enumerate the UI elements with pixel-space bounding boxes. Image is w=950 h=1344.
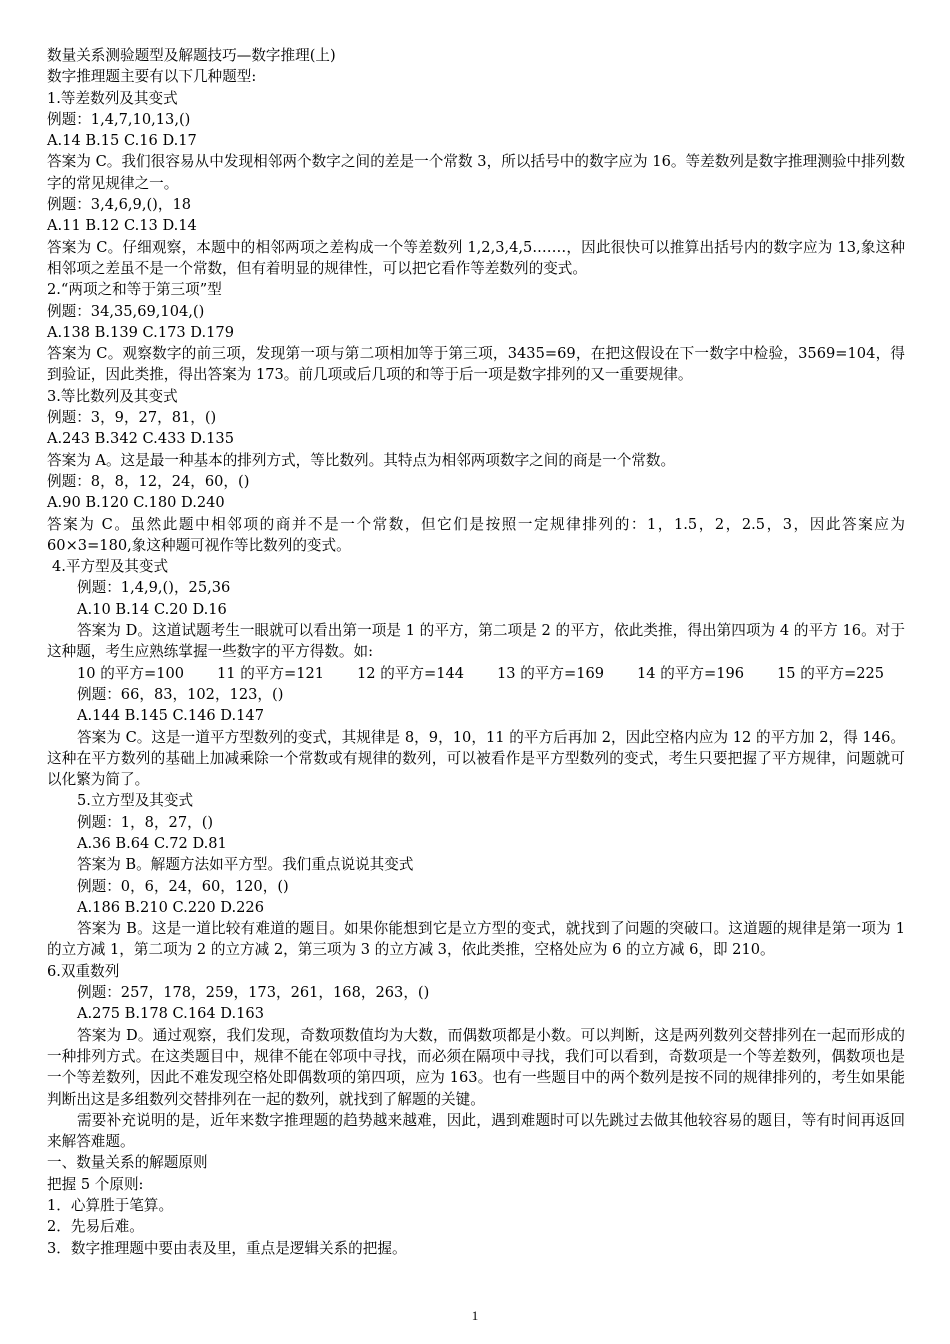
answer-paragraph: 答案为 C。虽然此题中相邻项的商并不是一个常数，但它们是按照一定规律排列的：1，1.5，2，2.5，3，因此答案应为 60×3=180,象这种题可视作等比数列的变式。 [47,515,905,554]
options-line: A.10 B.14 C.20 D.16 [77,600,227,618]
supplement-paragraph: 需要补充说明的是，近年来数字推理题的趋势越来越难，因此，遇到难题时可以先跳过去做其他较容易的题目，等有时间再返回来解答难题。 [47,1111,905,1151]
principle-item: 2．先易后难。 [47,1218,144,1236]
section-heading-2: 2.“两项之和等于第三项”型 [47,281,222,299]
section-heading-3: 3.等比数列及其变式 [47,387,178,405]
section-heading-4: 4.平方型及其变式 [52,558,169,576]
answer-paragraph: 答案为 C。这是一道平方型数列的变式，其规律是 8，9，10，11 的平方后再加 2，因此空格内应为 12 的平方加 2，得 146。这种在平方数列的基础上加减乘除一个常数或有规律的数列，可以被看作是平方型数列的变式，考生只要把握了平方规律，问题就可以化繁为简了。 [47,728,905,789]
answer-paragraph: 答案为 B。解题方法如平方型。我们重点说说其变式 [77,856,414,874]
example-line: 例题：8，8，12，24，60，() [47,472,250,490]
options-line: A.90 B.120 C.180 D.240 [47,494,225,512]
example-line: 例题：3，9，27，81，() [47,409,217,427]
principle-item: 3．数字推理题中要由表及里，重点是逻辑关系的把握。 [47,1239,407,1257]
answer-paragraph: 答案为 D。通过观察，我们发现，奇数项数值均为大数，而偶数项都是小数。可以判断，这是两列数列交替排列在一起而形成的一种排列方式。在这类题目中，规律不能在邻项中寻找，而必须在隔项中寻找，我们可以看到，奇数项是一个等差数列，偶数项也是一个等差数列，因此不难发现空格处即偶数项的第四项，应为 163。也有一些题目中的两个数列是按不同的规律排列的，考生如果能判断出这是多组数列交替排列在一起的数列，就找到了解题的关键。 [47,1026,905,1108]
page-number: 1 [471,1308,479,1323]
example-line: 例题：66，83，102，123，() [77,685,284,703]
example-line: 例题：1,4,7,10,13,() [47,110,191,128]
example-line: 例题：1,4,9,()，25,36 [77,579,231,597]
square-item: 12 的平方=144 [357,664,465,682]
answer-paragraph: 答案为 A。这是最一种基本的排列方式，等比数列。其特点为相邻两项数字之间的商是一个常数。 [47,451,676,469]
answer-paragraph: 答案为 C。观察数字的前三项，发现第一项与第二项相加等于第三项，3435=69，在把这假设在下一数字中检验，3569=104，得到验证，因此类推，得出答案为 173。前几项或后几项的和等于后一项是数字排列的又一重要规律。 [47,345,905,384]
section-heading-5: 5.立方型及其变式 [77,792,194,810]
options-line: A.243 B.342 C.433 D.135 [47,430,234,448]
answer-paragraph: 答案为 D。这道试题考生一眼就可以看出第一项是 1 的平方，第二项是 2 的平方，依此类推，得出第四项为 4 的平方 16。对于这种题，考生应熟练掌握一些数字的平方得数。如: [47,622,905,661]
options-line: A.186 B.210 C.220 D.226 [77,898,264,916]
square-item: 11 的平方=121 [217,664,325,682]
document-title: 数量关系测验题型及解题技巧—数字推理(上) [47,47,336,64]
part-heading: 一、数量关系的解题原则 [47,1154,208,1172]
squares-table [47,663,905,684]
example-line: 例题：1，8，27，() [77,813,214,831]
options-line: A.275 B.178 C.164 D.163 [77,1005,264,1023]
example-line: 例题：0，6，24，60，120，() [77,877,289,895]
principle-item: 1．心算胜于笔算。 [47,1197,174,1215]
principles-intro: 把握 5 个原则: [47,1175,144,1193]
document-body [47,45,905,1259]
square-item: 10 的平方=100 [77,664,185,682]
square-item: 13 的平方=169 [497,664,605,682]
example-line: 例题：3,4,6,9,()，18 [47,196,192,214]
options-line: A.14 B.15 C.16 D.17 [47,132,197,150]
options-line: A.11 B.12 C.13 D.14 [47,217,197,235]
answer-paragraph: 答案为 C。我们很容易从中发现相邻两个数字之间的差是一个常数 3，所以括号中的数字应为 16。等差数列是数字推理测验中排列数字的常见规律之一。 [47,153,905,192]
square-item: 14 的平方=196 [637,664,745,682]
options-line: A.138 B.139 C.173 D.179 [47,323,234,341]
square-item: 15 的平方=225 [777,664,885,682]
example-line: 例题：257，178，259，173，261，168，263，() [77,984,430,1002]
section-heading-6: 6.双重数列 [47,962,120,980]
section-heading-1: 1.等差数列及其变式 [47,89,178,107]
example-line: 例题：34,35,69,104,() [47,302,205,320]
intro-line: 数字推理题主要有以下几种题型: [47,68,257,86]
options-line: A.36 B.64 C.72 D.81 [77,834,227,852]
options-line: A.144 B.145 C.146 D.147 [77,707,264,725]
answer-paragraph: 答案为 C。仔细观察，本题中的相邻两项之差构成一个等差数列 1,2,3,4,5.……，因此很快可以推算出括号内的数字应为 13,象这种相邻项之差虽不是一个常数，但有着明显的规律性，可以把它看作等差数列的变式。 [47,238,905,277]
answer-paragraph: 答案为 B。这是一道比较有难道的题目。如果你能想到它是立方型的变式，就找到了问题的突破口。这道题的规律是第一项为 1 的立方减 1，第二项为 2 的立方减 2，第三项为 3 的立方减 3，依此类推，空格处应为 6 的立方减 6，即 210。 [47,920,905,959]
